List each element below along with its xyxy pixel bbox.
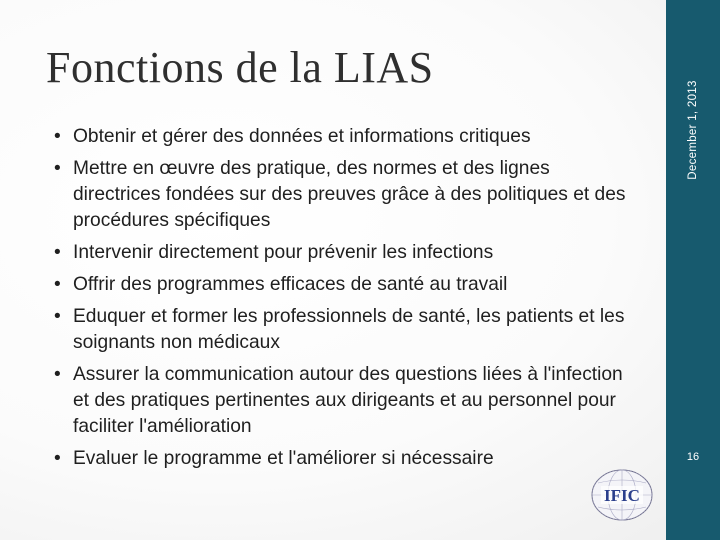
slide-title: Fonctions de la LIAS [46, 43, 434, 92]
bullet-item: • Offrir des programmes efficaces de santé au travail [52, 272, 632, 298]
ific-logo-icon [590, 467, 654, 523]
bullet-list [52, 124, 632, 472]
bullet-item: • Intervenir directement pour prévenir les infections [52, 240, 632, 266]
bullet-item: • Assurer la communication autour des questions liées à l'infection et des pratiques pertinentes aux dirigeants et au personnel pour faciliter l'amélioration [52, 362, 632, 440]
slide-content [52, 124, 632, 478]
sidebar-date-container [666, 40, 720, 220]
bullet-item: • Obtenir et gérer des données et informations critiques [52, 124, 632, 150]
sidebar-date: December 1, 2013 [687, 80, 699, 180]
logo-text: IFIC [604, 486, 640, 505]
bullet-item: • Eduquer et former les professionnels de santé, les patients et les soignants non médicaux [52, 304, 632, 356]
bullet-item: • Evaluer le programme et l'améliorer si nécessaire [52, 446, 632, 472]
page-number: 16 [686, 451, 700, 463]
bullet-item: • Mettre en œuvre des pratique, des normes et des lignes directrices fondées sur des preuves grâce à des politiques et des procédures spécifiques [52, 156, 632, 234]
